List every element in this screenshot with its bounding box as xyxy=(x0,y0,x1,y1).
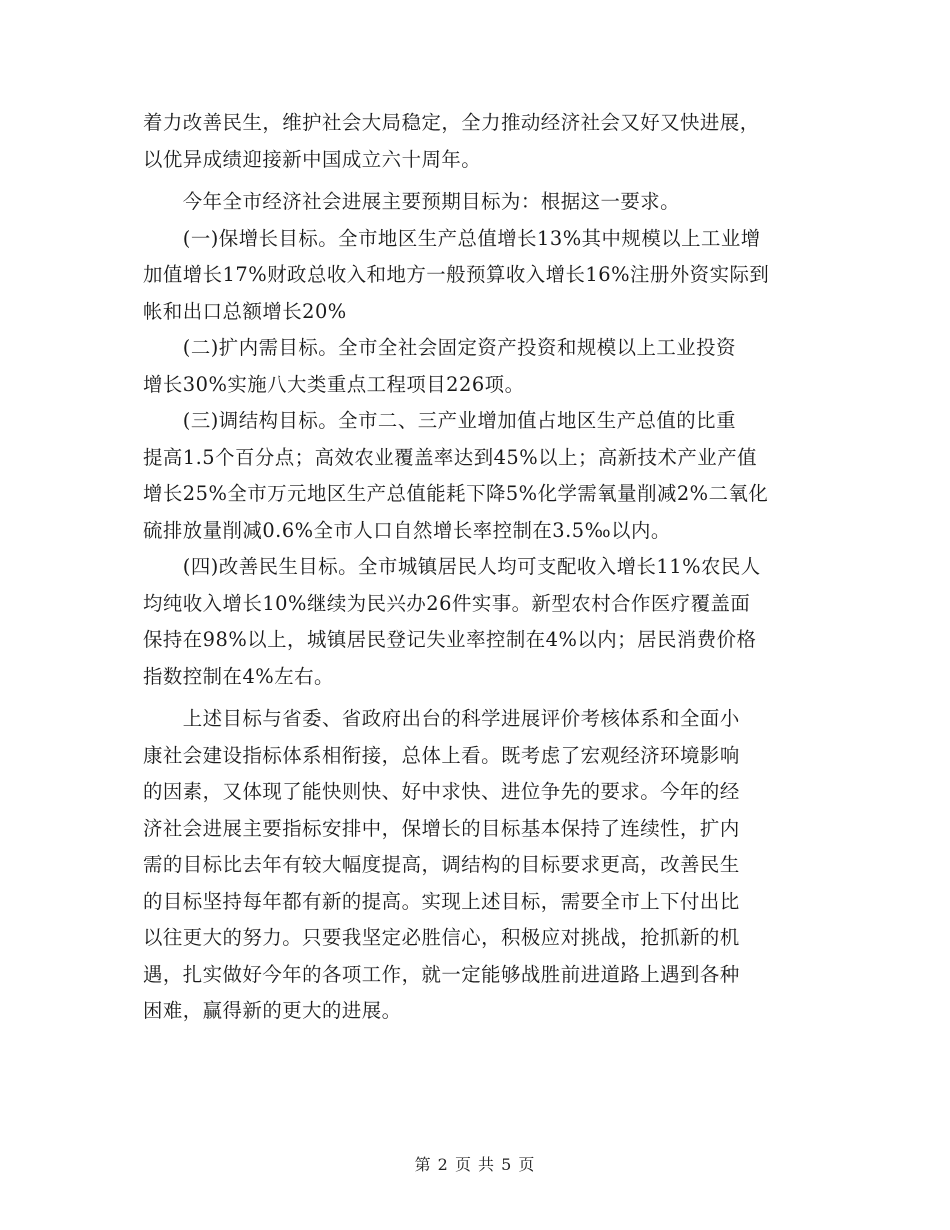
text-line: 增长30%实施八大类重点工程项目226项。 xyxy=(143,372,525,396)
text-line: 的因素，又体现了能快则快、好中求快、进位争先的要求。今年的经 xyxy=(143,780,740,803)
text-line: 均纯收入增长10%继续为民兴办26件实事。新型农村合作医疗覆盖面 xyxy=(143,591,751,615)
text-line: (三)调结构目标。全市二、三产业增加值占地区生产总值的比重 xyxy=(143,409,736,432)
text-line: 硫排放量削减0.6%全市人口自然增长率控制在3.5‰以内。 xyxy=(143,518,671,542)
page-number-footer: 第 2 页 共 5 页 xyxy=(414,1155,536,1174)
text-line: (二)扩内需目标。全市全社会固定资产投资和规模以上工业投资 xyxy=(143,336,736,359)
text-line: 保持在98%以上，城镇居民登记失业率控制在4%以内；居民消费价格 xyxy=(143,628,757,651)
text-line: 指数控制在4%左右。 xyxy=(143,664,334,688)
text-line: 提高1.5个百分点；高效农业覆盖率达到45%以上；高新技术产业产值 xyxy=(143,445,757,469)
text-line: (一)保增长目标。全市地区生产总值增长13%其中规模以上工业增 xyxy=(143,226,761,250)
text-line: 以优异成绩迎接新中国成立六十周年。 xyxy=(143,147,482,171)
text-line: 康社会建设指标体系相衔接，总体上看。既考虑了宏观经济环境影响 xyxy=(143,743,740,767)
text-line: 着力改善民生，维护社会大局稳定，全力推动经济社会又好又快进展， xyxy=(143,111,760,134)
text-line: 帐和出口总额增长20% xyxy=(143,299,347,323)
text-line: 济社会进展主要指标安排中，保增长的目标基本保持了连续性，扩内 xyxy=(143,816,740,840)
text-line: 增长25%全市万元地区生产总值能耗下降5%化学需氧量削减2%二氧化 xyxy=(143,482,769,505)
document-body xyxy=(143,105,810,1030)
text-line: 困难，赢得新的更大的进展。 xyxy=(143,999,402,1022)
text-line: 需的目标比去年有较大幅度提高，调结构的目标要求更高，改善民生 xyxy=(143,853,740,876)
text-line: 以往更大的努力。只要我坚定必胜信心，积极应对挑战，抢抓新的机 xyxy=(143,926,740,949)
text-line: 加值增长17%财政总收入和地方一般预算收入增长16%注册外资实际到 xyxy=(143,263,770,286)
text-line: 的目标坚持每年都有新的提高。实现上述目标，需要全市上下付出比 xyxy=(143,889,740,913)
text-line: (四)改善民生目标。全市城镇居民人均可支配收入增长11%农民人 xyxy=(143,555,761,578)
text-line: 遇，扎实做好今年的各项工作，就一定能够战胜前进道路上遇到各种 xyxy=(143,962,740,986)
text-line: 今年全市经济社会进展主要预期目标为：根据这一要求。 xyxy=(143,190,681,213)
text-line: 上述目标与省委、省政府出台的科学进展评价考核体系和全面小 xyxy=(143,707,740,730)
